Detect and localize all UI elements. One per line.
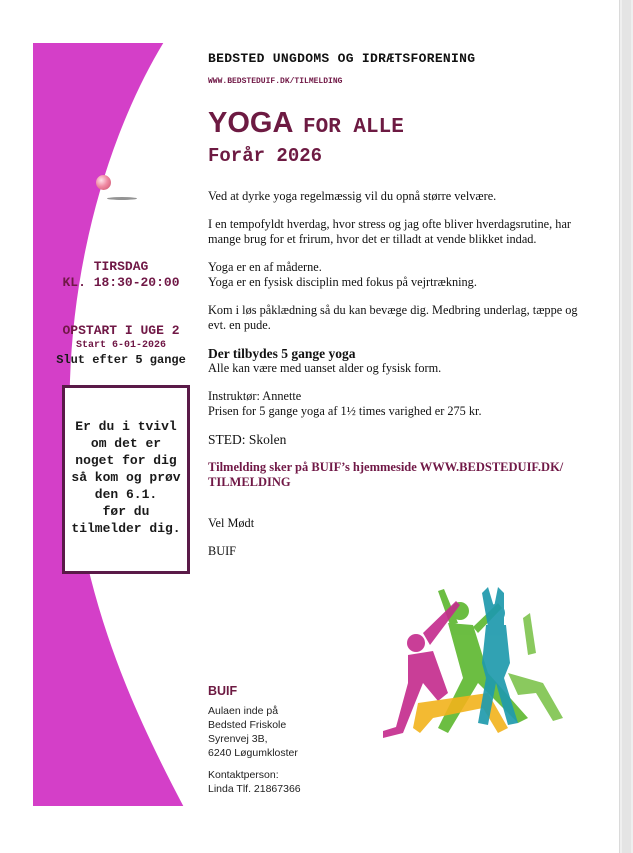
info-line: Er du i tvivl — [75, 419, 177, 434]
info-box — [62, 385, 190, 574]
location: STED: Skolen — [208, 432, 287, 447]
schedule-day — [56, 259, 186, 291]
paragraph — [208, 260, 593, 290]
offer-text: Alle kan være med uanset alder og fysisk form. — [208, 361, 442, 375]
paragraph-line: Yoga er en af måderne. — [208, 260, 322, 274]
info-line: før du — [102, 504, 150, 519]
address-line: Syrenvej 3B, — [208, 733, 268, 745]
time-label: KL. 18:30-20:00 — [62, 275, 180, 290]
instructor: Instruktør: Annette — [208, 389, 302, 403]
address-line: 6240 Løgumkloster — [208, 747, 298, 759]
greeting: Vel Mødt — [208, 516, 255, 530]
footer-org: BUIF — [208, 684, 238, 698]
start-heading: OPSTART I UGE 2 — [62, 323, 180, 338]
registration-url[interactable]: WWW.BEDSTEDUIF.DK/TILMELDING — [208, 77, 343, 86]
info-line: så kom og prøv — [71, 470, 181, 485]
season-subtitle: Forår 2026 — [208, 145, 323, 167]
paragraph: Kom i løs påklædning så du kan bevæge dig. Medbring underlag, tæppe og evt. en pude. — [208, 303, 578, 332]
vertical-scrollbar[interactable] — [619, 0, 633, 853]
address-line: Aulaen inde på — [208, 705, 279, 717]
paragraph: Ved at dyrke yoga regelmæssig vil du opnå større velvære. — [208, 189, 497, 203]
title-rest: FOR ALLE — [303, 116, 404, 139]
contact-label: Kontaktperson: — [208, 769, 279, 781]
info-line: tilmelder dig. — [71, 521, 181, 536]
price: Prisen for 5 gange yoga af 1½ times varighed er 275 kr. — [208, 404, 482, 418]
page-title — [208, 107, 404, 140]
info-line: noget for dig — [75, 453, 177, 468]
day-label: TIRSDAG — [93, 259, 149, 274]
address-line: Bedsted Friskole — [208, 719, 287, 731]
info-box-text — [69, 418, 183, 537]
signature: BUIF — [208, 544, 237, 558]
start-date: Start 6-01-2026 — [75, 340, 166, 351]
paragraph-line: Yoga er en fysisk disciplin med fokus på vejrtrækning. — [208, 275, 477, 289]
scrollbar-thumb[interactable] — [622, 0, 631, 853]
body-text — [208, 189, 593, 572]
contact-phone: Linda Tlf. 21867366 — [208, 783, 301, 795]
start-info — [56, 323, 186, 368]
end-text: Slut efter 5 gange — [56, 353, 186, 367]
organization-name: BEDSTED UNGDOMS OG IDRÆTSFORENING — [208, 51, 476, 66]
info-line: den 6.1. — [94, 487, 158, 502]
registration-info[interactable]: Tilmelding sker på BUIF’s hjemmeside WWW.BEDSTEDUIF.DK/ TILMELDING — [208, 460, 564, 489]
paragraph: I en tempofyldt hverdag, hvor stress og jag ofte bliver hverdagsrutine, har mange brug for et frirum, hvor det er tilladt at vende blikket indad. — [208, 217, 571, 246]
pearl-icon — [96, 175, 111, 190]
contact-footer — [208, 684, 301, 796]
info-line: om det er — [90, 436, 162, 451]
pearl-shadow — [107, 197, 137, 200]
title-yoga: YOGA — [208, 107, 294, 139]
instructor-price — [208, 389, 593, 419]
offer-heading: Der tilbydes 5 gange yoga — [208, 346, 356, 361]
yoga-figures-logo — [378, 583, 563, 743]
